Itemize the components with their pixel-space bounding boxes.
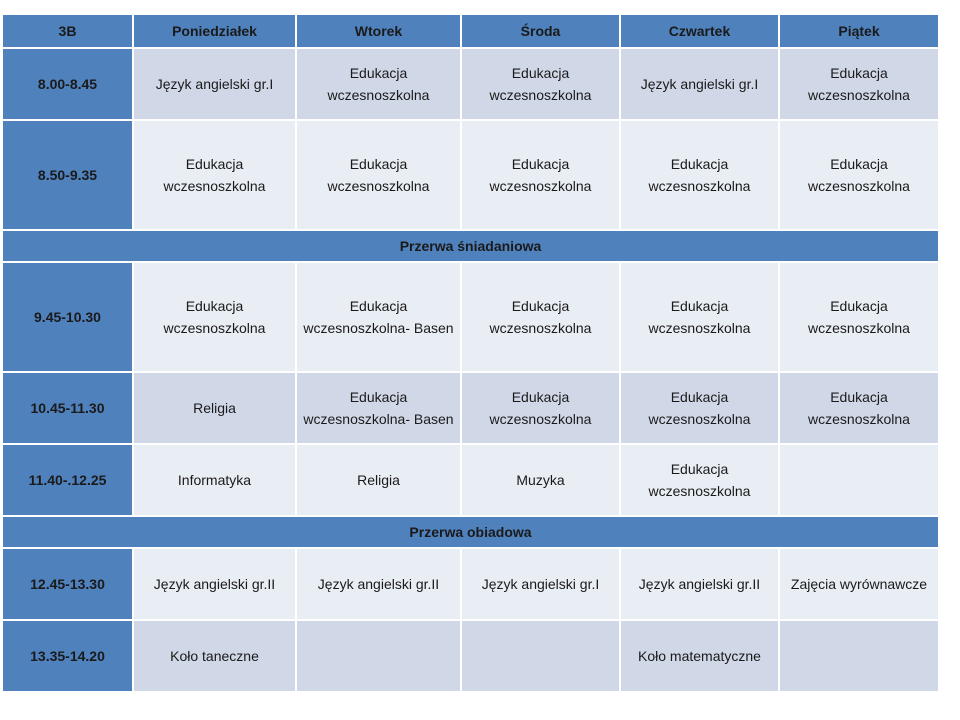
lesson-cell: Edukacja wczesnoszkolna [133,120,296,230]
day-header-wednesday: Środa [461,14,620,48]
time-slot: 11.40-.12.25 [2,444,133,516]
break-row [2,516,939,548]
lesson-cell: Edukacja wczesnoszkolna [620,120,779,230]
time-slot: 8.50-9.35 [2,120,133,230]
break-row [2,230,939,262]
lesson-cell: Język angielski gr.I [461,548,620,620]
lesson-cell: Edukacja wczesnoszkolna [779,372,939,444]
time-slot: 13.35-14.20 [2,620,133,692]
timetable [1,13,940,693]
lesson-cell: Edukacja wczesnoszkolna [296,48,461,120]
lesson-cell [461,620,620,692]
lesson-row [2,620,939,692]
lesson-cell: Edukacja wczesnoszkolna- Basen [296,262,461,372]
lesson-cell: Religia [296,444,461,516]
lesson-cell: Koło taneczne [133,620,296,692]
lesson-cell: Zajęcia wyrównawcze [779,548,939,620]
lesson-cell: Edukacja wczesnoszkolna [461,372,620,444]
time-slot: 10.45-11.30 [2,372,133,444]
lesson-cell: Edukacja wczesnoszkolna- Basen [296,372,461,444]
day-header-tuesday: Wtorek [296,14,461,48]
lesson-cell: Język angielski gr.I [133,48,296,120]
day-header-monday: Poniedziałek [133,14,296,48]
lunch-break: Przerwa obiadowa [2,516,939,548]
lesson-cell: Edukacja wczesnoszkolna [296,120,461,230]
lesson-cell: Muzyka [461,444,620,516]
time-slot: 8.00-8.45 [2,48,133,120]
header-row [2,14,939,48]
lesson-cell: Język angielski gr.II [296,548,461,620]
lesson-cell [779,444,939,516]
class-label: 3B [2,14,133,48]
lesson-cell [779,620,939,692]
lesson-cell: Edukacja wczesnoszkolna [779,120,939,230]
time-slot: 9.45-10.30 [2,262,133,372]
breakfast-break: Przerwa śniadaniowa [2,230,939,262]
lesson-cell: Edukacja wczesnoszkolna [620,372,779,444]
lesson-cell [296,620,461,692]
lesson-cell: Edukacja wczesnoszkolna [133,262,296,372]
lesson-cell: Język angielski gr.II [620,548,779,620]
lesson-cell: Edukacja wczesnoszkolna [461,120,620,230]
time-slot: 12.45-13.30 [2,548,133,620]
lesson-cell: Edukacja wczesnoszkolna [620,262,779,372]
lesson-row [2,548,939,620]
day-header-friday: Piątek [779,14,939,48]
lesson-row [2,372,939,444]
lesson-cell: Religia [133,372,296,444]
lesson-row [2,444,939,516]
lesson-cell: Edukacja wczesnoszkolna [779,262,939,372]
day-header-thursday: Czwartek [620,14,779,48]
lesson-cell: Edukacja wczesnoszkolna [779,48,939,120]
lesson-cell: Informatyka [133,444,296,516]
lesson-row [2,262,939,372]
lesson-cell: Koło matematyczne [620,620,779,692]
lesson-cell: Edukacja wczesnoszkolna [461,48,620,120]
lesson-row [2,48,939,120]
lesson-row [2,120,939,230]
lesson-cell: Język angielski gr.I [620,48,779,120]
lesson-cell: Edukacja wczesnoszkolna [620,444,779,516]
lesson-cell: Język angielski gr.II [133,548,296,620]
lesson-cell: Edukacja wczesnoszkolna [461,262,620,372]
